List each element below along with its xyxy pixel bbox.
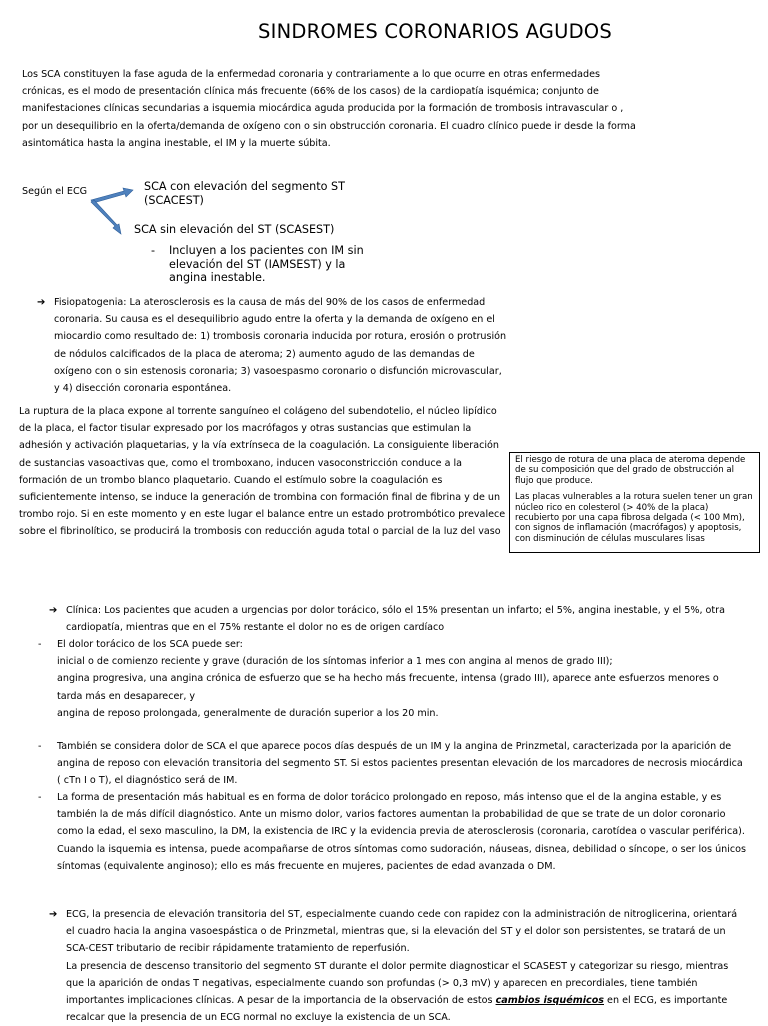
cambios-isquemicos-emphasis: cambios isquémicos <box>495 995 604 1007</box>
arrow-bullet-icon: ➔ <box>37 297 46 308</box>
box-paragraph-1: El riesgo de rotura de una placa de ateroma depende de su composición que del grado de obstrucción al flujo que produce. <box>515 455 746 486</box>
forma-dash: - <box>38 792 42 803</box>
ruptura-paragraph: La ruptura de la placa expone al torrente sanguíneo el colágeno del subendotelio, el núcleo lipídico de la placa, el factor tisular expresado por los macrófagos y otras sustancias que estimulan la adhesión y activación plaquetarias, y la vía extrínseca de la coagulación. La consiguiente liberación de sustancias vasoactivas que, como el tromboxano, inducen vasoconstricción conduce a la formación de un trombo blanco plaquetario. Cuando el estímulo sobre la coagulación es suficientemente intenso, se induce la generación de trombina con formación final de fibrina y de un trombo rojo. Si en este momento y en este lugar el balance entre un estado protrombótico prevalece sobre el fibrinolítico, se producirá la trombosis con reducción aguda total o parcial de la luz del vaso <box>19 406 506 538</box>
sca-sest-item: SCA sin elevación del ST (SCASEST) <box>134 223 335 236</box>
dolor-intro: El dolor torácico de los SCA puede ser: <box>57 639 243 650</box>
ecg-paragraph-2-b: en el ECG, es importante recalcar que la presencia de un ECG normal no excluye la existencia de un SCA. <box>66 995 728 1024</box>
clinica-paragraph: Clínica: Los pacientes que acuden a urgencias por dolor torácico, sólo el 15% presentan un infarto; el 5%, angina inestable, y el 5%, otra cardiopatía, mientras que en el 75% restante el dolor no es de origen cardíaco <box>66 605 726 634</box>
ecg-paragraph-2 <box>66 958 738 1026</box>
upper-arrow-icon <box>91 188 133 203</box>
dolor-line-2: angina progresiva, una angina crónica de esfuerzo que se ha hecho más frecuente, intensa (grado III), aparece ante esfuerzos menores o tarda más en desaparecer, y <box>57 673 719 702</box>
box-paragraph-2: Las placas vulnerables a la rotura suelen tener un gran núcleo rico en colesterol (> 40% de la placa) recubierto por una capa fibrosa delgada (< 100 Mm), con signos de inflamación (macrófagos) y apoptosis, con disminución de células musculares lisas <box>515 492 753 544</box>
sca-sest-subitem: Incluyen a los pacientes con IM sin elevación del ST (IAMSEST) y la angina inestable. <box>169 244 364 285</box>
dolor-line-3: angina de reposo prolongada, generalmente de duración superior a los 20 min. <box>57 707 439 719</box>
ecg-section <box>66 906 738 1026</box>
dolor-section <box>57 636 747 722</box>
ecg-label: Según el ECG <box>22 186 88 197</box>
ecg-paragraph-1: ECG, la presencia de elevación transitoria del ST, especialmente cuando cede con rapidez con la administración de nitroglicerina, orientará el cuadro hacia la angina vasoespástica o de Prinzmetal, mientras que, si la elevación del ST y el dolor son persistentes, se tratará de un SCA-CEST tributario de recibir rápidamente tratamiento de reperfusión. <box>66 909 738 955</box>
ecg-paragraph-2-a: La presencia de descenso transitorio del segmento ST durante el dolor permite diagnosticar el SCASEST y categorizar su riesgo, mientras que la aparición de ondas T negativas, especialmente cuando son profundas (> 0,3 mV) y aparecen en precordiales, tiene también importantes implicaciones clínicas. A pesar de la importancia de la observación de estos <box>66 960 729 1007</box>
sca-sest-dash: - <box>151 244 156 257</box>
placa-riesgo-box <box>509 452 760 553</box>
fisiopatogenia-paragraph: Fisiopatogenia: La aterosclerosis es la causa de más del 90% de los casos de enfermedad coronaria. Su causa es el desequilibrio agudo entre la oferta y la demanda de oxígeno en el miocardio como resultado de: 1) trombosis coronaria inducida por rotura, erosión o protrusión de nódulos calcificados de la placa de ateroma; 2) aumento agudo de las demandas de oxígeno con o sin estenosis coronaria; 3) vasoespasmo coronario o disfunción microvascular, y 4) disección coronaria espontánea. <box>54 297 507 395</box>
lower-arrow-icon <box>91 200 121 234</box>
arrow-bullet-icon: ➔ <box>49 909 58 920</box>
dolor-dash: - <box>38 639 42 650</box>
intro-paragraph: Los SCA constituyen la fase aguda de la enfermedad coronaria y contrariamente a lo que ocurre en otras enfermedades crónicas, es el modo de presentación clínica más frecuente (66% de los casos) de la cardiopatía isquémica; conjunto de manifestaciones clínicas secundarias a isquemia miocárdica aguda producida por la formación de trombosis intravascular o , por un desequilibrio en la oferta/demanda de oxígeno con o sin obstrucción coronaria. El cuadro clínico puede ir desde la forma asintomática hasta la angina inestable, el IM y la muerte súbita. <box>22 69 636 149</box>
arrow-bullet-icon: ➔ <box>49 605 58 616</box>
tambien-dash: - <box>38 741 42 752</box>
sca-cest-item: SCA con elevación del segmento ST (SCACEST) <box>144 180 345 207</box>
forma-paragraph: La forma de presentación más habitual es en forma de dolor torácico prolongado en reposo, más intenso que el de la angina estable, y es también la de más difícil diagnóstico. Ante un mismo dolor, varios factores aumentan la probabilidad de que se trate de un dolor coronario como la edad, el sexo masculino, la DM, la existencia de IRC y la evidencia previa de aterosclerosis (coronaria, carotídea o vascular periférica). Cuando la isquemia es intensa, puede acompañarse de otros síntomas como sudoración, náuseas, disnea, debilidad o síncope, o ser los únicos síntomas (equivalente anginoso); ello es más frecuente en mujeres, pacientes de edad avanzada o DM. <box>57 792 747 872</box>
page-title: SINDROMES CORONARIOS AGUDOS <box>258 20 612 43</box>
tambien-paragraph: También se considera dolor de SCA el que aparece pocos días después de un IM y la angina de Prinzmetal, caracterizada por la aparición de angina de reposo con elevación transitoria del segmento ST. Si estos pacientes presentan elevación de los marcadores de necrosis miocárdica ( cTn I o T), el diagnóstico será de IM. <box>57 741 743 787</box>
dolor-line-1: inicial o de comienzo reciente y grave (duración de los síntomas inferior a 1 mes con angina al menos de grado III); <box>57 656 613 668</box>
